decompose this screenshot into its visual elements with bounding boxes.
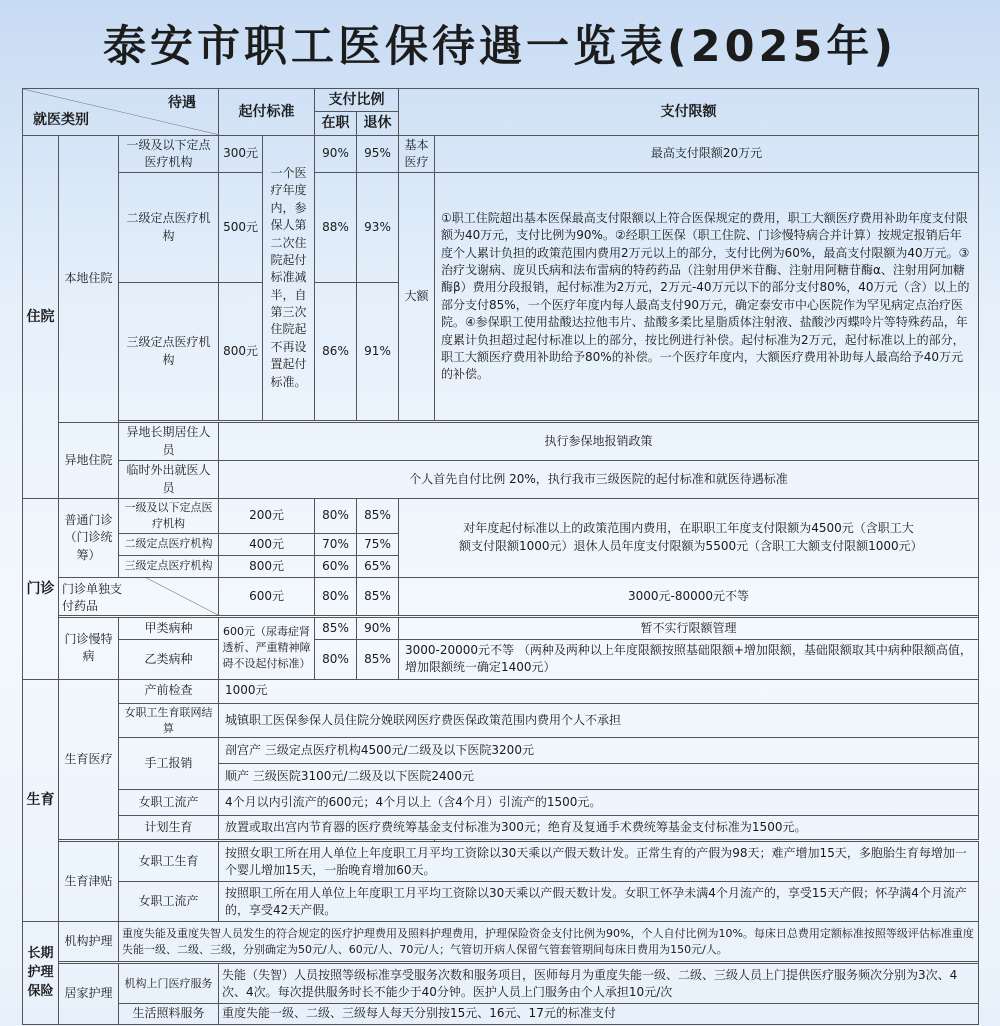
header-diagonal-cell	[23, 89, 219, 136]
header-retired: 退休	[357, 112, 399, 135]
outpatient-a-limit: 暂不实行限额管理	[399, 617, 979, 639]
outpatient-drug-cell	[59, 577, 219, 615]
maternity-manual: 手工报销	[119, 738, 219, 790]
maternity-medical: 生育医疗	[59, 679, 119, 840]
ltc-care-text: 重度失能一级、二级、三级每人每天分别按15元、16元、17元的标准支付	[219, 1004, 979, 1024]
outpatient-g3-threshold: 800元	[219, 555, 315, 577]
benefits-table	[22, 88, 979, 1025]
maternity-allowance: 生育津贴	[59, 842, 119, 922]
outpatient-g2-employed: 70%	[315, 533, 357, 555]
outpatient-drug: 门诊单独支付药品	[62, 581, 123, 614]
outpatient-drug-employed: 80%	[315, 577, 357, 615]
category-ltc: 长期护理保险	[23, 922, 59, 1024]
outpatient-b-retired: 85%	[357, 639, 399, 679]
inpatient-level2-employed: 88%	[315, 173, 357, 283]
inpatient-level1-threshold: 300元	[219, 135, 263, 173]
outpatient-drug-retired: 85%	[357, 577, 399, 615]
inpatient-remote-temp-text: 个人首先自付比例 20%，执行我市三级医院的起付标准和就医待遇标准	[219, 461, 979, 499]
outpatient-g3-employed: 60%	[315, 555, 357, 577]
maternity-abort2-text: 按照职工所在用人单位上年度职工月平均工资除以30天乘以产假天数计发。女职工怀孕未满4个月流产的，享受15天产假；怀孕满4个月流产的，享受42天产假。	[219, 882, 979, 922]
maternity-natural: 顺产 三级医院3100元/二级及以下医院2400元	[219, 764, 979, 790]
inpatient-level1-retired: 95%	[357, 135, 399, 173]
header-category: 就医类别	[33, 112, 89, 129]
maternity-prenatal: 产前检查	[119, 679, 219, 703]
ltc-visit-text: 失能（失智）人员按照等级标准享受服务次数和服务项目，医师每月为重度失能一级、二级、三级人员上门提供医疗服务频次分别为3次、4次、4次。每次提供服务时长不能少于40分钟。医护人员上门服务由个人承担10元/次	[219, 964, 979, 1004]
header-threshold: 起付标准	[219, 89, 315, 136]
inpatient-remote-long-text: 执行参保地报销政策	[219, 423, 979, 461]
maternity-birth: 女职工生育	[119, 842, 219, 882]
inpatient-level3-threshold: 800元	[219, 283, 263, 421]
outpatient-class-a: 甲类病种	[119, 617, 219, 639]
inpatient-local: 本地住院	[59, 135, 119, 423]
inpatient-remote: 异地住院	[59, 423, 119, 499]
outpatient-g2-retired: 75%	[357, 533, 399, 555]
ltc-institution-text: 重度失能及重度失智人员发生的符合规定的医疗护理费用及照料护理费用，护理保险资金支付比例为90%，个人自付比例为10%。每床日总费用定额标准按照等级评估标准重度失能一级、二级、三级，分别确定为50元/人、60元/人、70元/人；气管切开病人保留气管套管期间每床日费用为150元/人。	[119, 922, 979, 962]
ltc-care: 生活照料服务	[119, 1004, 219, 1024]
category-outpatient: 门诊	[23, 498, 59, 679]
outpatient-g2-threshold: 400元	[219, 533, 315, 555]
maternity-birth-text: 按照女职工所在用人单位上年度职工月平均工资除以30天乘以产假天数计发。正常生育的产假为98天；难产增加15天，多胞胎生育每增加一个婴儿增加15天，一胎晚育增加60天。	[219, 842, 979, 882]
ltc-visit: 机构上门医疗服务	[119, 964, 219, 1004]
maternity-network-text: 城镇职工医保参保人员住院分娩联网医疗费医保政策范围内费用个人不承担	[219, 703, 979, 738]
outpatient-g2: 二级定点医疗机构	[119, 533, 219, 555]
inpatient-level1: 一级及以下定点医疗机构	[119, 135, 219, 173]
header-limit: 支付限额	[399, 89, 979, 136]
outpatient-class-b: 乙类病种	[119, 639, 219, 679]
outpatient-general-limit: 对年度起付标准以上的政策范围内费用，在职职工年度支付限额为4500元（含职工大额支付限额1000元）退休人员年度支付限额为5500元（含职工大额支付限额1000元）	[399, 498, 979, 577]
page-title: 泰安市职工医保待遇一览表(2025年)	[103, 21, 897, 72]
header-treatment: 待遇	[168, 95, 197, 111]
maternity-abortion: 女职工流产	[119, 790, 219, 816]
maternity-abort2: 女职工流产	[119, 882, 219, 922]
inpatient-major-text: ①职工住院超出基本医保最高支付限额以上符合医保规定的费用，职工大额医疗费用补助年度支付限额为40万元，支付比例为90%。②经职工医保（职工住院、门诊慢特病合并计算）按规定报销后年度个人累计负担的政策范围内费用2万元以上的部分，支付比例为60%，最高支付限额为40万元。③治疗戈谢病、庞贝氏病和法布雷病的特药药品（注射用伊米苷酶、注射用阿糖苷酶α、注射用阿加糖酶β）费用分段报销，起付标准为2万元，2万元-40万元以下的部分支付80%，40万元（含）以上的部分支付85%，一个医疗年度内每人最高支付90万元，确定泰安市中心医院作为罕见病定点治疗医院。④参保职工使用盐酸达拉他韦片、盐酸多柔比星脂质体注射液、盐酸沙丙蝶呤片等特殊药品，年度累计负担超过起付标准以上的部分，按比例进行补偿。起付标准为2万元，起付标准以上的部分，职工大额医疗费用补助给予80%的补偿。一个医疗年度内，大额医疗费用补助每人最高给予40万元的补偿。	[435, 173, 979, 421]
outpatient-drug-limit: 3000元-80000元不等	[399, 577, 979, 615]
outpatient-g1-employed: 80%	[315, 498, 357, 533]
outpatient-chronic-threshold: 600元（尿毒症肾透析、严重精神障碍不设起付标准）	[219, 617, 315, 679]
inpatient-basic-limit: 最高支付限额20万元	[435, 135, 979, 173]
outpatient-g3: 三级定点医疗机构	[119, 555, 219, 577]
inpatient-threshold-note: 一个医疗年度内，参保人第二次住院起付标准减半，自第三次住院起不再设置起付标准。	[263, 135, 315, 421]
outpatient-drug-threshold: 600元	[219, 577, 315, 615]
inpatient-basic-medical: 基本医疗	[399, 135, 435, 173]
inpatient-level2-retired: 93%	[357, 173, 399, 283]
inpatient-level3: 三级定点医疗机构	[119, 283, 219, 421]
maternity-abortion-text: 4个月以内引流产的600元；4个月以上（含4个月）引流产的1500元。	[219, 790, 979, 816]
category-inpatient: 住院	[23, 135, 59, 498]
inpatient-major: 大额	[399, 173, 435, 421]
maternity-network: 女职工生育联网结算	[119, 703, 219, 738]
outpatient-a-retired: 90%	[357, 617, 399, 639]
outpatient-g1: 一级及以下定点医疗机构	[119, 498, 219, 533]
outpatient-general: 普通门诊（门诊统筹）	[59, 498, 119, 577]
inpatient-level2-threshold: 500元	[219, 173, 263, 283]
category-maternity: 生育	[23, 679, 59, 922]
outpatient-g1-retired: 85%	[357, 498, 399, 533]
outpatient-g3-retired: 65%	[357, 555, 399, 577]
maternity-planning: 计划生育	[119, 816, 219, 840]
outpatient-b-employed: 80%	[315, 639, 357, 679]
inpatient-level1-employed: 90%	[315, 135, 357, 173]
outpatient-a-employed: 85%	[315, 617, 357, 639]
header-ratio: 支付比例	[315, 89, 399, 112]
outpatient-chronic: 门诊慢特病	[59, 617, 119, 679]
maternity-planning-text: 放置或取出宫内节育器的医疗费统筹基金支付标准为300元；绝育及复通手术费统筹基金支付标准为1500元。	[219, 816, 979, 840]
inpatient-level2: 二级定点医疗机构	[119, 173, 219, 283]
inpatient-level3-retired: 91%	[357, 283, 399, 421]
ltc-home: 居家护理	[59, 964, 119, 1024]
maternity-cesarean: 剖宫产 三级定点医疗机构4500元/二级及以下医院3200元	[219, 738, 979, 764]
header-employed: 在职	[315, 112, 357, 135]
maternity-prenatal-text: 1000元	[219, 679, 979, 703]
inpatient-remote-long: 异地长期居住人员	[119, 423, 219, 461]
inpatient-level3-employed: 86%	[315, 283, 357, 421]
outpatient-b-limit: 3000-20000元不等 （两种及两种以上年度限额按照基础限额+增加限额，基础限额取其中病种限额高值，增加限额统一确定1400元）	[399, 639, 979, 679]
ltc-institution: 机构护理	[59, 922, 119, 962]
outpatient-g1-threshold: 200元	[219, 498, 315, 533]
inpatient-remote-temp: 临时外出就医人员	[119, 461, 219, 499]
